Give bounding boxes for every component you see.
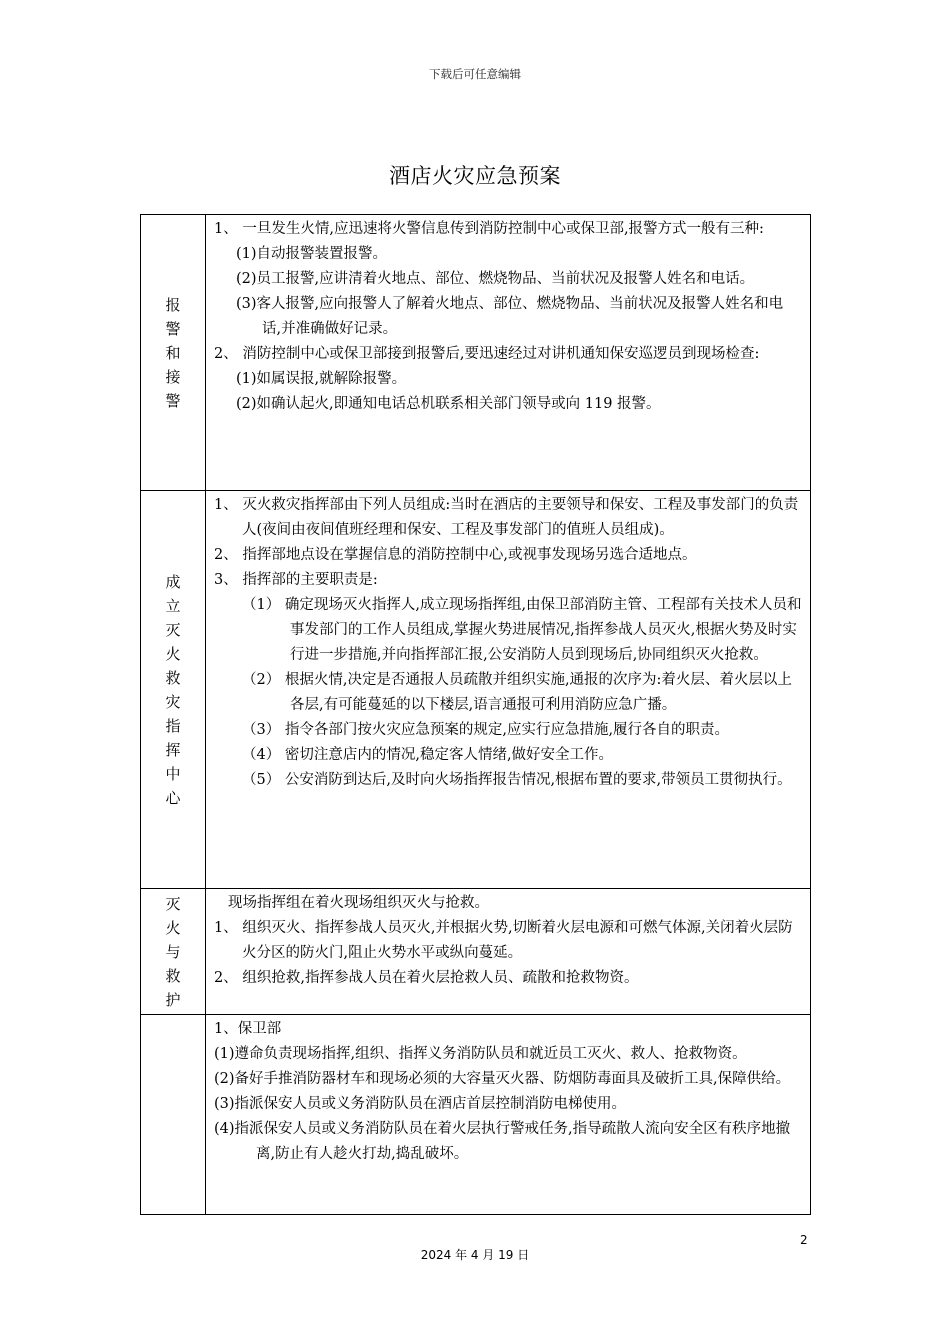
list-item: (1)如属误报,就解除报警。 <box>236 371 407 387</box>
list-item: 现场指挥组在着火现场组织灭火与抢救。 <box>228 895 489 911</box>
list-item: (1)遵命负责现场指挥,组织、指挥义务消防队员和就近员工灭火、救人、抢救物资。 <box>214 1046 747 1062</box>
list-item: 1、 组织灭火、指挥参战人员灭火,并根据火势,切断着火层电源和可燃气体源,关闭着火层防火分区的防火门,阻止火势水平或纵向蔓延。 <box>214 920 793 961</box>
list-item: 2、 消防控制中心或保卫部接到报警后,要迅速经过对讲机通知保安巡逻员到现场检查: <box>214 346 760 362</box>
list-item: （2） 根据火情,决定是否通报人员疏散并组织实施,通报的次序为:着火层、着火层以上各层,有可能蔓延的以下楼层,语言通报可利用消防应急广播。 <box>242 672 792 713</box>
list-item: 1、保卫部 <box>214 1021 282 1037</box>
list-item: （3） 指令各部门按火灾应急预案的规定,应实行应急措施,履行各自的职责。 <box>242 722 730 738</box>
list-item: 2、 组织抢救,指挥参战人员在着火层抢救人员、疏散和抢救物资。 <box>214 970 639 986</box>
section-label-cell <box>141 1015 206 1215</box>
emergency-plan-table <box>140 214 811 1215</box>
list-item: (3)客人报警,应向报警人了解着火地点、部位、燃烧物品、当前状况及报警人姓名和电话,并准确做好记录。 <box>236 296 784 337</box>
section-content <box>206 215 811 491</box>
list-item: (1)自动报警装置报警。 <box>236 246 388 262</box>
list-item: (2)员工报警,应讲清着火地点、部位、燃烧物品、当前状况及报警人姓名和电话。 <box>236 271 755 287</box>
section-label-cell <box>141 215 206 491</box>
section-label-cell <box>141 889 206 1015</box>
footer-date: 2024 年 4 月 19 日 <box>420 1248 530 1262</box>
section-content <box>206 491 811 889</box>
header-note: 下载后可任意编辑 <box>429 67 521 81</box>
list-item: (4)指派保安人员或义务消防队员在着火层执行警戒任务,指导疏散人流向安全区有秩序地撤离,防止有人趁火打劫,捣乱破坏。 <box>214 1121 791 1162</box>
list-item: 2、 指挥部地点设在掌握信息的消防控制中心,或视事发现场另选合适地点。 <box>214 547 697 563</box>
document-title: 酒店火灾应急预案 <box>389 164 561 188</box>
section-label-cell <box>141 491 206 889</box>
page-number: 2 <box>800 1233 808 1247</box>
table-row-firefighting <box>141 889 811 1015</box>
table-row-command <box>141 491 811 889</box>
list-item: (2)如确认起火,即通知电话总机联系相关部门领导或向 119 报警。 <box>236 396 661 412</box>
list-item: (2)备好手推消防器材车和现场必须的大容量灭火器、防烟防毒面具及破折工具,保障供给。 <box>214 1071 791 1087</box>
list-item: 1、 一旦发生火情,应迅速将火警信息传到消防控制中心或保卫部,报警方式一般有三种: <box>214 221 764 237</box>
section-label: 成立灭火救灾指挥中心 <box>165 572 181 807</box>
list-item: 1、 灭火救灾指挥部由下列人员组成:当时在酒店的主要领导和保安、工程及事发部门的负责人(夜间由夜间值班经理和保安、工程及事发部门的值班人员组成)。 <box>214 497 799 538</box>
list-item: （5） 公安消防到达后,及时向火场指挥报告情况,根据布置的要求,带领员工贯彻执行。 <box>242 772 792 788</box>
section-label: 报警和接警 <box>165 295 181 410</box>
table-row-departments <box>141 1015 811 1215</box>
list-item: 3、 指挥部的主要职责是: <box>214 572 378 588</box>
list-item: （4） 密切注意店内的情况,稳定客人情绪,做好安全工作。 <box>242 747 614 763</box>
list-item: (3)指派保安人员或义务消防队员在酒店首层控制消防电梯使用。 <box>214 1096 627 1112</box>
table-row-alarm <box>141 215 811 491</box>
list-item: （1） 确定现场灭火指挥人,成立现场指挥组,由保卫部消防主管、工程部有关技术人员和事发部门的工作人员组成,掌握火势进展情况,指挥参战人员灭火,根据火势及时实行进一步措施,并向指挥部汇报,公安消防人员到现场后,协同组织灭火抢救。 <box>242 597 802 663</box>
section-label: 灭火与救护 <box>165 894 181 1009</box>
section-content <box>206 889 811 1015</box>
section-content <box>206 1015 811 1215</box>
